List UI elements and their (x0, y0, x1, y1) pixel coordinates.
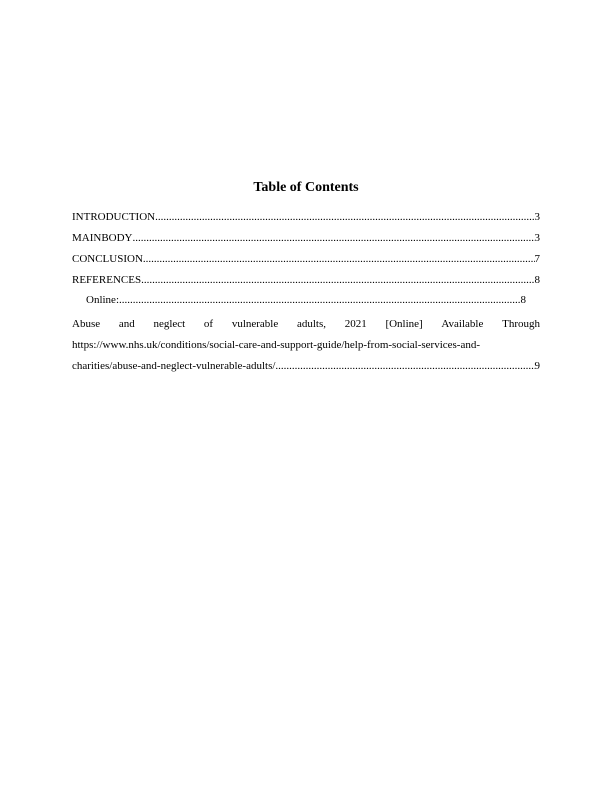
dot-leader (141, 274, 534, 287)
dot-leader (275, 356, 534, 377)
dot-leader (143, 253, 535, 266)
toc-entry-mainbody[interactable] (72, 232, 540, 245)
toc-entry-reference-article[interactable] (72, 314, 540, 377)
reference-word: of (203, 318, 214, 330)
reference-word: Abuse (72, 318, 101, 330)
dot-leader (155, 211, 534, 224)
toc-entry-label: Online: (86, 294, 119, 306)
reference-word: Through (502, 318, 540, 330)
toc-entry-online[interactable] (86, 294, 526, 307)
dot-leader (133, 232, 535, 245)
dot-leader (119, 294, 521, 307)
toc-page-number: 3 (534, 232, 540, 244)
toc-entry-label: MAINBODY (72, 232, 133, 244)
reference-url-line: https://www.nhs.uk/conditions/social-care-and-support-guide/help-from-social-services-and- (72, 339, 481, 351)
toc-page-number: 8 (534, 274, 540, 286)
reference-line-3 (72, 356, 540, 377)
toc-entry-label: CONCLUSION (72, 253, 143, 265)
toc-entry-references[interactable] (72, 274, 540, 287)
reference-word: adults, (296, 318, 326, 330)
reference-word: Available (441, 318, 484, 330)
toc-page-number: 8 (520, 294, 526, 306)
reference-url-continuation: charities/abuse-and-neglect-vulnerable-adults/ (72, 360, 276, 372)
reference-word: 2021 (344, 318, 367, 330)
reference-word: [Online] (385, 318, 423, 330)
toc-entry-conclusion[interactable] (72, 253, 540, 266)
reference-word: vulnerable (231, 318, 279, 330)
toc-entry-label: REFERENCES (72, 274, 142, 286)
toc-entry-label: INTRODUCTION (72, 211, 156, 223)
toc-page-number: 9 (534, 360, 540, 372)
toc-entry-introduction[interactable] (72, 211, 540, 224)
toc-title: Table of Contents (253, 180, 359, 195)
reference-word: neglect (153, 318, 186, 330)
reference-line-1 (72, 314, 540, 335)
reference-word: and (118, 318, 135, 330)
toc-page-number: 7 (534, 253, 540, 265)
toc-page-number: 3 (534, 211, 540, 223)
